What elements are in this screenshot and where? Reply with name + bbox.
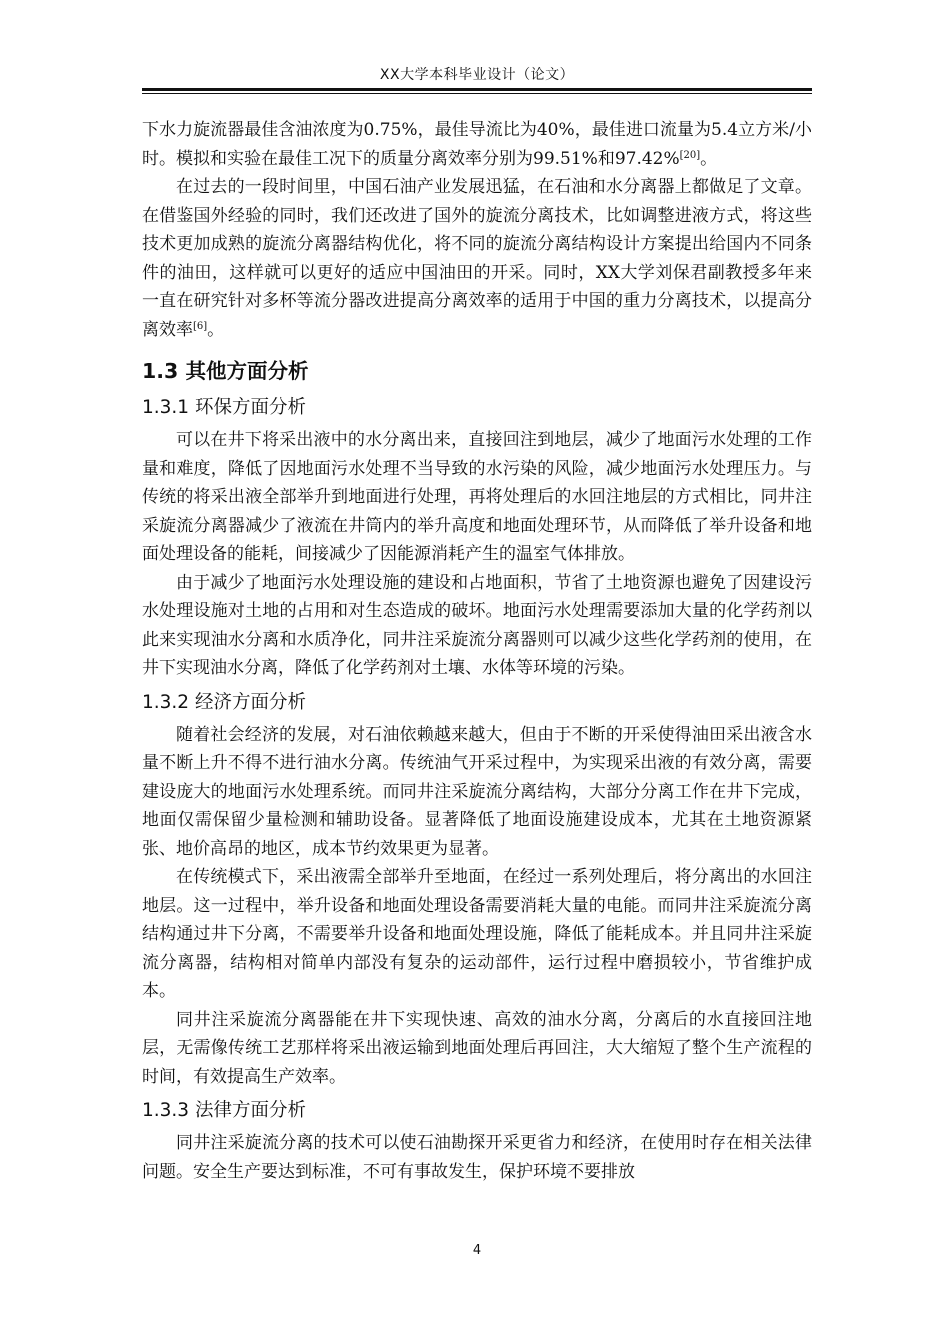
citation: [6] <box>193 320 208 332</box>
paragraph-text: 在过去的一段时间里，中国石油产业发展迅猛，在石油和水分离器上都做足了文章。在借鉴国外经验的同时，我们还改进了国外的旋流分离技术，比如调整进液方式，将这些技术更加成熟的旋流分离器结构优化，将不同的旋流分离结构设计方案提出给国内不同条件的油田，这样就可以更好的适应中国油田的开采。同时，XX大学刘保君副教授多年来一直在研究针对多杯等流分器改进提高分离效率的适用于中国的重力分离技术，以提高分离效率 <box>142 177 812 340</box>
body-paragraph <box>142 116 812 173</box>
body-paragraph: 在传统模式下，采出液需全部举升至地面，在经过一系列处理后，将分离出的水回注地层。这一过程中，举升设备和地面处理设备需要消耗大量的电能。而同井注采旋流分离结构通过井下分离，不需要举升设备和地面处理设施，降低了能耗成本。并且同井注采旋流分离器，结构相对简单内部没有复杂的运动部件，运行过程中磨损较小，节省维护成本。 <box>142 867 812 1001</box>
paragraph-end: 。 <box>207 319 225 340</box>
body-paragraph: 随着社会经济的发展，对石油依赖越来越大，但由于不断的开采使得油田采出液含水量不断上升不得不进行油水分离。传统油气开采过程中，为实现采出液的有效分离，需要建设庞大的地面污水处理系统。而同井注采旋流分离结构，大部分分离工作在井下完成，地面仅需保留少量检测和辅助设备。显著降低了地面设施建设成本，尤其在土地资源紧张、地价高昂的地区，成本节约效果更为显著。 <box>142 724 812 859</box>
body-paragraph: 由于减少了地面污水处理设施的建设和占地面积，节省了土地资源也避免了因建设污水处理设施对土地的占用和对生态造成的破坏。地面污水处理需要添加大量的化学药剂以此来实现油水分离和水质净化，同井注采旋流分离器则可以减少这些化学药剂的使用，在井下实现油水分离，降低了化学药剂对土壤、水体等环境的污染。 <box>142 572 812 678</box>
page-content <box>142 116 812 1186</box>
body-paragraph: 可以在井下将采出液中的水分离出来，直接回注到地层，减少了地面污水处理的工作量和难度，降低了因地面污水处理不当导致的水污染的风险，减少地面污水处理压力。与传统的将采出液全部举升到地面进行处理，再将处理后的水回注地层的方式相比，同井注采旋流分离器减少了液流在井筒内的举升高度和地面处理环节，从而降低了举升设备和地面处理设备的能耗，间接减少了因能源消耗产生的温室气体排放。 <box>142 430 812 564</box>
section-heading: 1.3 其他方面分析 <box>142 359 309 383</box>
paragraph-text: 下水力旋流器最佳含油浓度为0.75%，最佳导流比为40%，最佳进口流量为5.4立方米/小时。模拟和实验在最佳工况下的质量分离效率分别为99.51%和97.42% <box>142 120 812 169</box>
paragraph-end: 。 <box>700 148 718 169</box>
body-paragraph: 同井注采旋流分离的技术可以使石油勘探开采更省力和经济，在使用时存在相关法律问题。安全生产要达到标准，不可有事故发生，保护环境不要排放 <box>142 1133 812 1182</box>
page-number: 4 <box>472 1243 482 1258</box>
subsection-heading-environment: 1.3.1 环保方面分析 <box>142 397 306 418</box>
header-rule-thin <box>142 93 812 94</box>
subsection-heading-law: 1.3.3 法律方面分析 <box>142 1100 306 1121</box>
header-rule-thick <box>142 88 812 91</box>
citation: [20] <box>679 149 701 161</box>
subsection-heading-economy: 1.3.2 经济方面分析 <box>142 691 306 713</box>
body-paragraph <box>142 173 812 344</box>
body-paragraph: 同井注采旋流分离器能在井下实现快速、高效的油水分离，分离后的水直接回注地层，无需像传统工艺那样将采出液运输到地面处理后再回注，大大缩短了整个生产流程的时间，有效提高生产效率。 <box>142 1009 812 1087</box>
running-header: XX大学本科毕业设计（论文） <box>379 67 575 83</box>
